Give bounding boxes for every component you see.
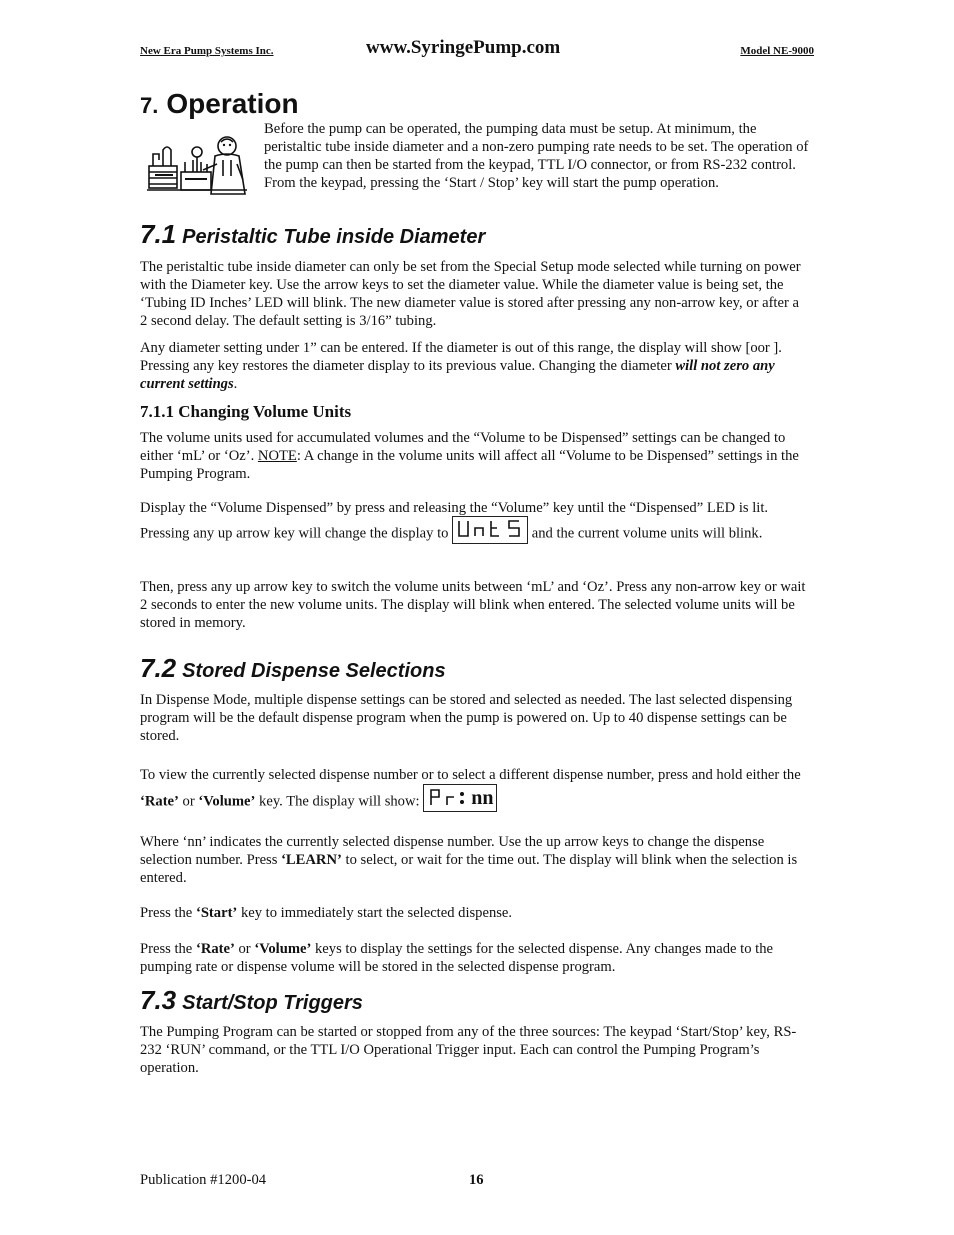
section-7-2-para-2: [140, 763, 808, 816]
section-7-1-title: Peristaltic Tube inside Diameter: [182, 226, 486, 248]
section-7-intro: Before the pump can be operated, the pumping data must be setup. At minimum, the peristaltic tube inside diameter and a non-zero pumping rate needs to be set. The operation of the pump can then be started from the keypad, TTL I/O connector, or from RS-232 control. From the keypad, pressing the ‘Start / Stop’ key will start the pump operation.: [264, 121, 809, 191]
section-7-3-number: 7.3: [140, 985, 177, 1015]
section-7-2-para-4: [140, 904, 808, 922]
scientist-with-pump-illustration: [145, 132, 250, 198]
text-run: .: [233, 376, 238, 392]
emphasis-text: will not zero any current settings: [140, 358, 775, 392]
learn-key-label: ‘LEARN’: [281, 852, 342, 868]
header-website: www.SyringePump.com: [366, 37, 561, 58]
start-key-label: ‘Start’: [195, 905, 238, 921]
section-7-1-1-para-3: Then, press any up arrow key to switch the volume units between ‘mL’ and ‘Oz’. Press any non-arrow key or wait 2 seconds to enter the new volume units. The display will blink when entered. The selected volume units will be stored in memory.: [140, 579, 806, 631]
section-7-1-heading: [140, 219, 485, 250]
volume-key-label: ‘Volume’: [254, 941, 312, 957]
header-company: New Era Pump Systems Inc.: [140, 45, 274, 57]
section-7-2-para-3: [140, 833, 808, 887]
text-run: keys to display the settings for the selected dispense. Any changes made to the pumping rate or dispense volume will be stored in the selected dispense program.: [140, 941, 773, 975]
section-7-number: 7.: [140, 93, 159, 118]
rate-key-label: ‘Rate’: [140, 793, 179, 810]
section-7-1-1-para-1: [140, 429, 808, 483]
text-run: or: [234, 941, 255, 957]
lcd-nn-text: nn: [471, 787, 494, 809]
section-7-1-para-1: The peristaltic tube inside diameter can only be set from the Special Setup mode selected while turning on power with the Diameter key. Use the arrow keys to set the diameter value. While the diameter value is being set, the ‘Tubing ID Inches’ LED will blink. The new diameter value is stored after pressing any non-arrow key, or after a 2 second delay. The default setting is 3/16” tubing.: [140, 259, 801, 329]
lcd-program-display-icon: [423, 784, 497, 812]
text-run: Press the: [140, 905, 196, 921]
text-run: To view the currently selected dispense number or to select a different dispense number, press and hold either the: [140, 767, 801, 783]
text-run: Any diameter setting under 1” can be entered. If the diameter is out of this range, the display will show [oor ]. Pressing any key restores the diameter display to its previous value. Changing the diameter: [140, 340, 782, 374]
footer-publication: Publication #1200-04: [140, 1172, 267, 1188]
section-7-2-number: 7.2: [140, 653, 177, 683]
note-label: NOTE: [257, 448, 297, 464]
text-run: : A change in the volume units will affect all “Volume to be Dispensed” settings in the Pumping Program.: [140, 448, 799, 482]
text-run: key to immediately start the selected dispense.: [237, 905, 513, 921]
rate-key-label: ‘Rate’: [195, 941, 235, 957]
text-run: or: [178, 793, 199, 810]
section-7-3-title: Start/Stop Triggers: [182, 992, 363, 1014]
text-run: and the current volume units will blink.: [528, 525, 763, 542]
section-7-1-para-2: [140, 339, 808, 393]
section-7-3-para-1: The Pumping Program can be started or stopped from any of the three sources: The keypad ‘Start/Stop’ key, RS-232 ‘RUN’ command, or the TTL I/O Operational Trigger input. Each can control the Pumping Program’s operation.: [140, 1024, 797, 1076]
section-7-2-para-5: [140, 940, 808, 976]
section-7-1-1-para-2: [140, 496, 808, 548]
text-run: Display the “Volume Dispensed” by press and releasing the “Volume” key until the “Dispensed” LED is lit. Pressing any up arrow key will change the display to: [140, 500, 769, 542]
section-7-title: Operation: [166, 88, 299, 119]
header-model: Model NE-9000: [740, 45, 814, 57]
footer-page-number: 16: [469, 1172, 484, 1188]
section-7-2-para-1: In Dispense Mode, multiple dispense settings can be stored and selected as needed. The last selected dispensing program will be the default dispense program when the pump is powered on. Up to 40 dispense settings can be stored.: [140, 692, 793, 744]
text-run: to select, or wait for the time out. The display will blink when the selection is entered.: [140, 852, 798, 886]
lcd-units-display-icon: [452, 516, 528, 544]
text-run: Press the: [140, 941, 196, 957]
section-7-2-heading: [140, 653, 446, 684]
section-7-2-title: Stored Dispense Selections: [182, 660, 446, 682]
section-7-1-1-heading: 7.1.1 Changing Volume Units: [140, 402, 352, 421]
text-run: The volume units used for accumulated volumes and the “Volume to be Dispensed” settings can be changed to either ‘mL’ or ‘Oz’.: [140, 430, 786, 464]
text-run: key. The display will show:: [255, 793, 424, 810]
volume-key-label: ‘Volume’: [198, 793, 256, 810]
section-7-heading: [140, 88, 299, 120]
text-run: Where ‘nn’ indicates the currently selected dispense number. Use the up arrow keys to change the dispense selection number. Press: [140, 834, 765, 868]
section-7-1-number: 7.1: [140, 219, 177, 249]
section-7-3-heading: [140, 985, 363, 1016]
